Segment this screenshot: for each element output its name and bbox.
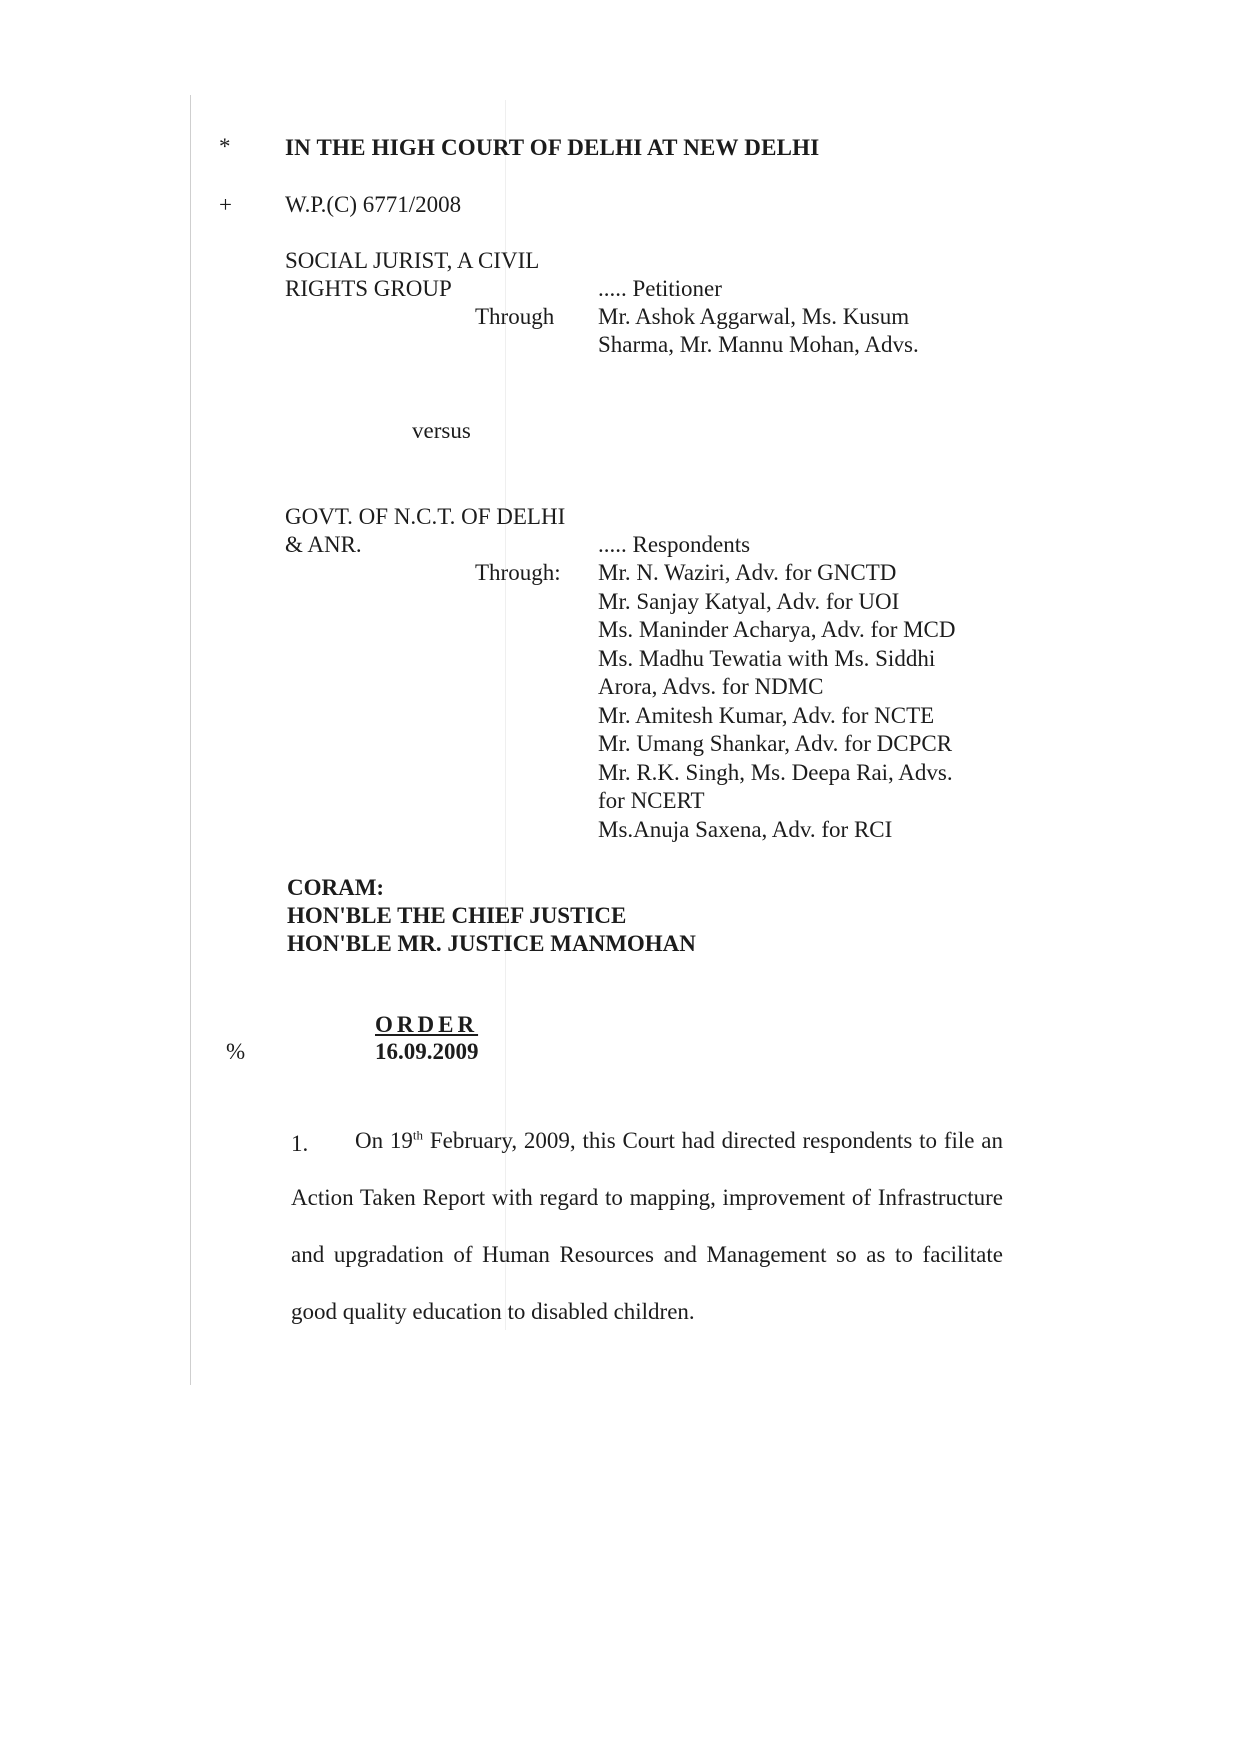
petitioner-counsel-line1: Mr. Ashok Aggarwal, Ms. Kusum bbox=[598, 304, 910, 329]
court-heading: IN THE HIGH COURT OF DELHI AT NEW DELHI bbox=[285, 135, 820, 160]
petitioner-name-line1: SOCIAL JURIST, A CIVIL bbox=[285, 248, 540, 273]
paragraph-body bbox=[291, 1112, 1003, 1340]
counsel-line: Arora, Advs. for NDMC bbox=[598, 674, 824, 699]
respondent-name-line2: & ANR. bbox=[285, 532, 362, 557]
counsel-line: for NCERT bbox=[598, 788, 705, 813]
counsel-line: Ms. Maninder Acharya, Adv. for MCD bbox=[598, 617, 956, 642]
counsel-line: Mr. Amitesh Kumar, Adv. for NCTE bbox=[598, 702, 935, 728]
plus-mark: + bbox=[219, 192, 232, 217]
coram-judge2: HON'BLE MR. JUSTICE MANMOHAN bbox=[287, 931, 696, 956]
ordinal-suffix: th bbox=[412, 1127, 424, 1143]
respondent-role: ..... Respondents bbox=[598, 532, 751, 557]
counsel-line: Ms. Madhu Tewatia with Ms. Siddhi bbox=[598, 645, 936, 671]
percent-mark: % bbox=[226, 1039, 246, 1064]
left-margin-line bbox=[190, 95, 191, 1385]
petitioner-role: ..... Petitioner bbox=[598, 276, 722, 301]
paragraph-number: 1. bbox=[291, 1131, 309, 1156]
respondent-name-line1: GOVT. OF N.C.T. OF DELHI bbox=[285, 504, 566, 529]
paragraph-text-rest: February, 2009, this Court had directed respondents to file an Action Taken Report with regard to mapping, improvement of Infrastructure and upgradation of Human Resources and Management so as to facilitate good quality education to disabled children. bbox=[291, 1128, 1003, 1324]
respondent-counsel-list bbox=[598, 561, 956, 846]
coram-label: CORAM: bbox=[287, 875, 385, 900]
case-number: W.P.(C) 6771/2008 bbox=[285, 192, 462, 217]
coram-judge1: HON'BLE THE CHIEF JUSTICE bbox=[287, 903, 627, 928]
petitioner-name-line2: RIGHTS GROUP bbox=[285, 276, 452, 301]
respondent-through-label: Through: bbox=[475, 560, 561, 585]
order-title: ORDER bbox=[375, 1012, 479, 1037]
counsel-line: Mr. R.K. Singh, Ms. Deepa Rai, Advs. bbox=[598, 759, 953, 785]
counsel-line: Mr. N. Waziri, Adv. for GNCTD bbox=[598, 560, 897, 585]
petitioner-counsel-line2: Sharma, Mr. Mannu Mohan, Advs. bbox=[598, 332, 919, 357]
paragraph-text-start: On 19 bbox=[355, 1128, 413, 1153]
counsel-line: Mr. Sanjay Katyal, Adv. for UOI bbox=[598, 588, 900, 614]
petitioner-through-label: Through bbox=[475, 304, 555, 329]
star-mark: * bbox=[219, 134, 231, 159]
counsel-line: Mr. Umang Shankar, Adv. for DCPCR bbox=[598, 731, 953, 756]
order-date: 16.09.2009 bbox=[375, 1039, 479, 1064]
versus-label: versus bbox=[412, 418, 471, 443]
counsel-line: Ms.Anuja Saxena, Adv. for RCI bbox=[598, 816, 893, 842]
